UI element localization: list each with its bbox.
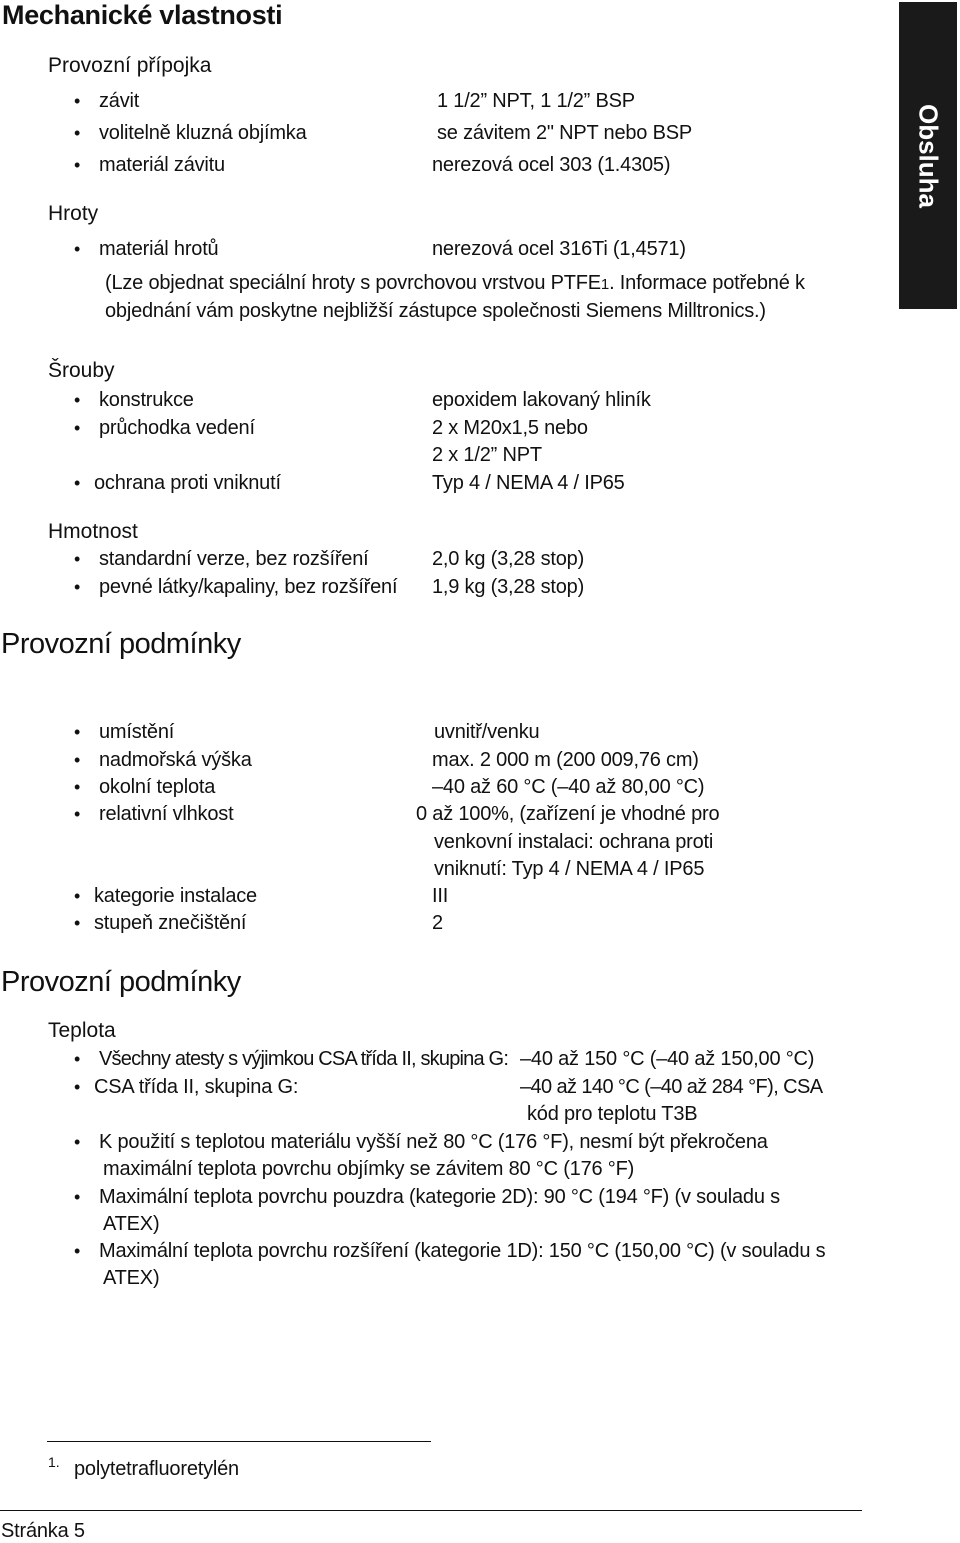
spec-label: konstrukce	[99, 389, 194, 411]
section-heading-housing: Šrouby	[48, 359, 115, 382]
spec-value: Typ 4 / NEMA 4 / IP65	[432, 472, 625, 494]
spec-value: 2	[432, 912, 443, 934]
spec-label: závit	[99, 90, 140, 112]
spec-value: 2,0 kg (3,28 stop)	[432, 548, 585, 570]
spec-label: relativní vlhkost	[99, 803, 234, 825]
spec-value: kód pro teplotu T3B	[527, 1103, 698, 1125]
bullet: •	[74, 390, 81, 410]
spec-label: CSA třída II, skupina G:	[94, 1076, 299, 1098]
spec-value: 2 x 1/2” NPT	[432, 444, 542, 466]
footnote-reference: 1	[600, 276, 610, 293]
spec-label: kategorie instalace	[94, 885, 257, 907]
temperature-note-line-2: ATEX)	[103, 1267, 160, 1289]
spec-label: stupeň znečištění	[94, 912, 247, 934]
spec-value: –40 až 140 °C (–40 až 284 °F), CSA	[520, 1076, 823, 1098]
side-tab-label: Obsluha	[913, 103, 944, 208]
bullet: •	[74, 418, 81, 438]
rods-note-line-1	[105, 272, 805, 295]
spec-value: nerezová ocel 316Ti (1,4571)	[432, 238, 686, 260]
temperature-note-line-1: Maximální teplota povrchu rozšíření (kategorie 1D): 150 °C (150,00 °C) (v souladu s	[99, 1240, 826, 1262]
spec-label: průchodka vedení	[99, 417, 255, 439]
spec-label: materiál hrotů	[99, 238, 219, 260]
spec-value: vniknutí: Typ 4 / NEMA 4 / IP65	[434, 858, 705, 880]
spec-value: uvnitř/venku	[434, 721, 540, 743]
spec-value: –40 až 150 °C (–40 až 150,00 °C)	[520, 1048, 815, 1070]
temperature-note-line-1: Maximální teplota povrchu pouzdra (kategorie 2D): 90 °C (194 °F) (v souladu s	[99, 1186, 780, 1208]
temperature-note-line-1: K použití s teplotou materiálu vyšší než 80 °C (176 °F), nesmí být překročena	[99, 1131, 768, 1153]
spec-label: Všechny atesty s výjimkou CSA třída II, skupina G:	[99, 1048, 509, 1070]
bullet: •	[74, 123, 81, 143]
footnote-divider	[47, 1441, 431, 1442]
bullet: •	[74, 886, 81, 906]
footnote-marker: 1.	[48, 1454, 60, 1470]
spec-label: pevné látky/kapaliny, bez rozšíření	[99, 576, 398, 598]
spec-value: 1,9 kg (3,28 stop)	[432, 576, 585, 598]
temperature-note-line-2: ATEX)	[103, 1213, 160, 1235]
footnote-text: polytetrafluoretylén	[74, 1458, 239, 1480]
page-number: Stránka 5	[1, 1520, 85, 1542]
bullet: •	[74, 239, 81, 259]
bullet: •	[74, 1132, 81, 1152]
bullet: •	[74, 804, 81, 824]
section-heading-environment: Provozní podmínky	[1, 628, 241, 660]
bullet: •	[74, 91, 81, 111]
spec-value: 0 až 100%, (zařízení je vhodné pro	[416, 803, 720, 825]
subheading-temperature: Teplota	[48, 1019, 116, 1042]
spec-value: –40 až 60 °C (–40 až 80,00 °C)	[432, 776, 705, 798]
bullet: •	[74, 1077, 81, 1097]
spec-label: okolní teplota	[99, 776, 216, 798]
bullet: •	[74, 155, 81, 175]
spec-value: epoxidem lakovaný hliník	[432, 389, 651, 411]
spec-label: umístění	[99, 721, 175, 743]
spec-label: nadmořská výška	[99, 749, 252, 771]
bullet: •	[74, 577, 81, 597]
spec-value: 2 x M20x1,5 nebo	[432, 417, 588, 439]
bullet: •	[74, 473, 81, 493]
bullet: •	[74, 777, 81, 797]
section-heading-process: Provozní podmínky	[1, 966, 241, 998]
bullet: •	[74, 722, 81, 742]
bullet: •	[74, 1187, 81, 1207]
spec-value: max. 2 000 m (200 009,76 cm)	[432, 749, 699, 771]
spec-value: se závitem 2" NPT nebo BSP	[437, 122, 692, 144]
section-heading-weight: Hmotnost	[48, 520, 138, 543]
spec-value: nerezová ocel 303 (1.4305)	[432, 154, 671, 176]
spec-label: materiál závitu	[99, 154, 225, 176]
bullet: •	[74, 549, 81, 569]
bullet: •	[74, 1049, 81, 1069]
rods-note-line-2: objednání vám poskytne nejbližší zástupce společnosti Siemens Milltronics.)	[105, 300, 766, 322]
rods-note-text-b: . Informace potřebné k	[609, 272, 805, 294]
temperature-note-line-2: maximální teplota povrchu objímky se závitem 80 °C (176 °F)	[103, 1158, 635, 1180]
page-title: Mechanické vlastnosti	[2, 0, 283, 30]
rods-note-text-a: (Lze objednat speciální hroty s povrchovou vrstvou PTFE	[105, 272, 601, 294]
spec-label: ochrana proti vniknutí	[94, 472, 281, 494]
section-heading-rods: Hroty	[48, 202, 99, 225]
section-heading-process-connection: Provozní přípojka	[48, 54, 212, 77]
bullet: •	[74, 750, 81, 770]
spec-value: 1 1/2” NPT, 1 1/2” BSP	[437, 90, 635, 112]
side-tab[interactable]	[899, 2, 957, 309]
footer-divider	[0, 1510, 862, 1511]
spec-label: standardní verze, bez rozšíření	[99, 548, 369, 570]
spec-value: venkovní instalaci: ochrana proti	[434, 831, 714, 853]
bullet: •	[74, 913, 81, 933]
spec-label: volitelně kluzná objímka	[99, 122, 307, 144]
spec-value: III	[432, 885, 449, 907]
bullet: •	[74, 1241, 81, 1261]
